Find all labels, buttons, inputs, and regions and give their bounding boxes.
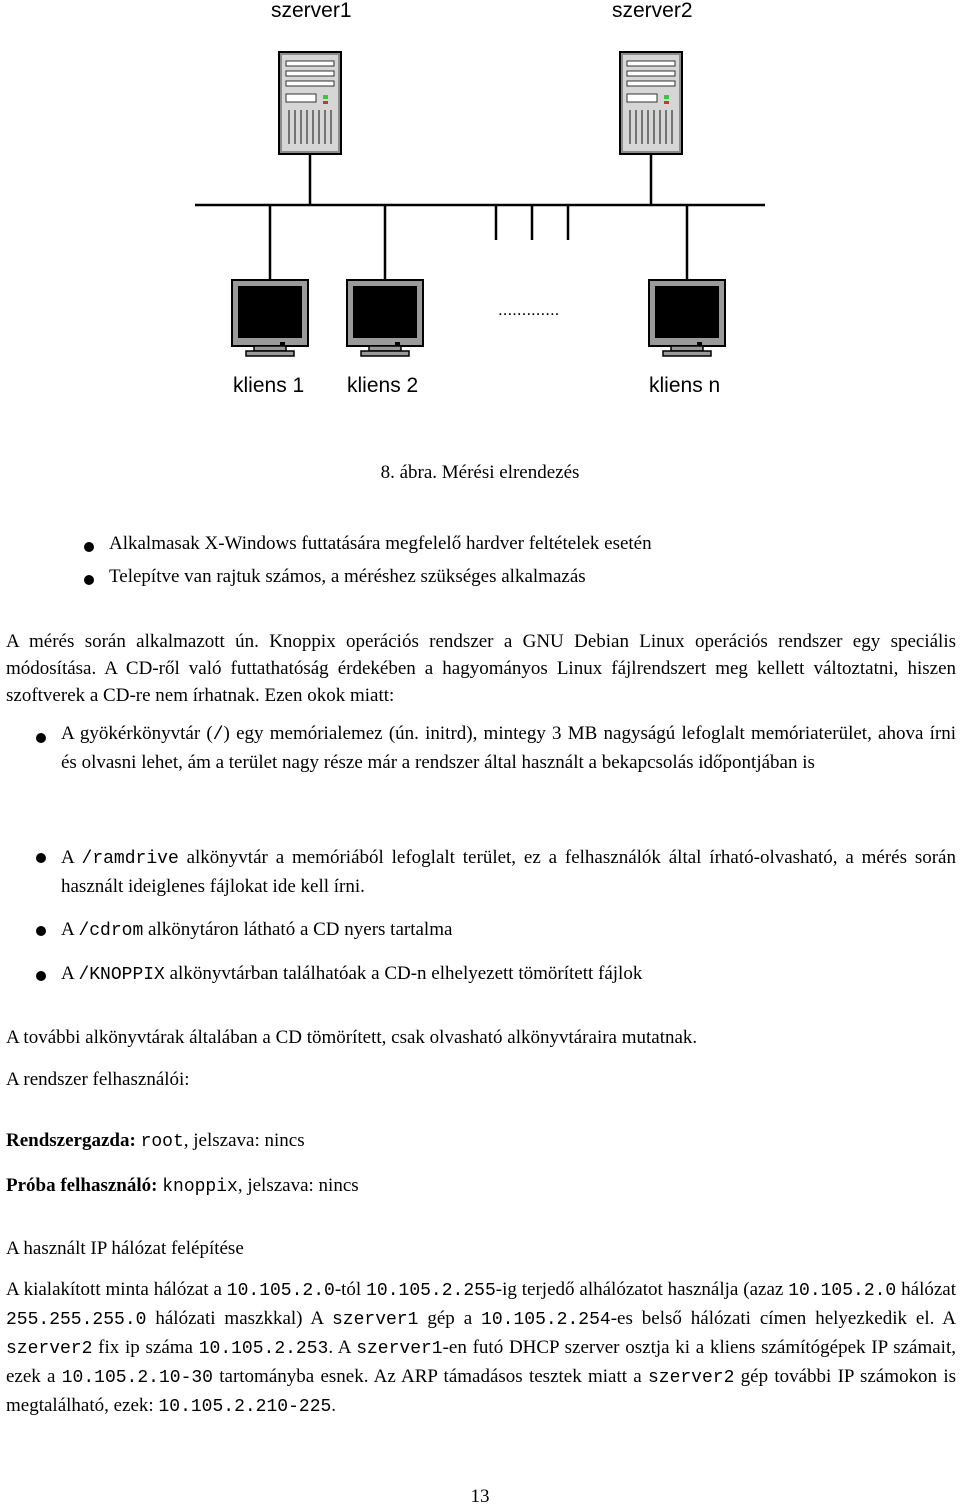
text-span: A: [61, 919, 79, 940]
bullet-dot: [36, 971, 46, 981]
dir-path: /cdrom: [78, 921, 144, 941]
clients-ellipsis: .............: [498, 300, 560, 319]
user-name: root: [140, 1132, 184, 1152]
ip-text: .: [331, 1395, 337, 1416]
bullet-dot: [36, 733, 46, 743]
other-dirs-text: A további alkönyvtárak általában a CD tömörített, csak olvasható alkönyvtáraira mutatnak.: [6, 1027, 698, 1048]
ip-code: 10.105.2.0: [226, 1281, 335, 1301]
ip-text: gép a: [418, 1308, 482, 1329]
intro-paragraph: A mérés során alkalmazott ún. Knoppix operációs rendszer a GNU Debian Linux operációs rendszer egy speciális módosítása. A CD-ről való futtathatóság érdekében a hagyományos Linux fájlrendszert meg kellett változtatni, hiszen szoftverek a CD-re nem írhatnak. Ezen okok miatt:: [6, 631, 956, 706]
ip-text: . A: [328, 1337, 357, 1358]
user-rest: , jelszava: nincs: [183, 1130, 305, 1151]
client-monitor-2: [347, 280, 423, 356]
user-role-label: Rendszergazda:: [6, 1130, 136, 1151]
ip-code: szerver2: [6, 1339, 93, 1359]
ip-code: szerver1: [356, 1339, 443, 1359]
text-span: alkönyvtár a memóriából lefoglalt terület, ez a felhasználók által írható-olvasható, a mérés során használt ideiglenes fájlokat ide kell írni.: [61, 847, 956, 897]
figure-caption: 8. ábra. Mérési elrendezés: [380, 462, 580, 483]
list-item-cdrom: [61, 916, 956, 945]
client-label-2: kliens 2: [347, 374, 419, 397]
ip-heading: A használt IP hálózat felépítése: [6, 1238, 244, 1259]
ip-text: A kialakított minta hálózat a: [6, 1279, 227, 1300]
user-root: [6, 1127, 956, 1156]
list-item-root-dir: [61, 720, 956, 776]
page-number: 13: [470, 1486, 490, 1507]
ip-code: szerver1: [331, 1310, 419, 1330]
list-item-ramdrive: [61, 844, 956, 900]
server-label-1: szerver1: [271, 0, 352, 22]
ip-text: gép további IP számokon is megtalálható, ezek:: [6, 1366, 956, 1416]
network-diagram: [0, 0, 960, 420]
bullet-dot: [84, 575, 94, 585]
list-item: Alkalmasak X-Windows futtatására megfelelő hardver feltételek esetén: [109, 533, 652, 554]
ip-text: hálózat: [896, 1279, 957, 1300]
ip-code: 10.105.2.10-30: [61, 1368, 213, 1388]
ip-text: -tól: [334, 1279, 367, 1300]
dir-path: /: [212, 725, 224, 745]
user-role-label: Próba felhasználó:: [6, 1175, 158, 1196]
server-tower-2: [620, 52, 682, 154]
text-span: alkönytáron látható a CD nyers tartalma: [143, 919, 453, 940]
ip-code: 10.105.2.254: [481, 1310, 611, 1330]
ip-text: -ig terjedő alhálózatot használja (azaz: [495, 1279, 789, 1300]
ip-code: 10.105.2.210-225: [158, 1397, 332, 1417]
dir-path: /KNOPPIX: [78, 965, 165, 985]
ip-text: tartományba esnek. Az ARP támadásos tesztek miatt a: [212, 1366, 648, 1387]
user-rest: , jelszava: nincs: [237, 1175, 359, 1196]
users-heading: A rendszer felhasználói:: [6, 1069, 190, 1090]
ip-code: 10.105.2.253: [198, 1339, 329, 1359]
server-tower-1: [279, 52, 341, 154]
ip-code: 10.105.2.0: [788, 1281, 897, 1301]
client-monitor-n: [649, 280, 725, 356]
text-span: A gyökérkönyvtár (: [61, 723, 213, 744]
ip-text: hálózati maszkkal) A: [146, 1308, 332, 1329]
user-knoppix: [6, 1172, 956, 1201]
text-span: A: [61, 847, 82, 868]
text-span: alkönyvtárban találhatóak a CD-n elhelyezett tömörített fájlok: [164, 963, 643, 984]
bullet-dot: [36, 926, 46, 936]
network-diagram-graphic: [0, 0, 960, 420]
text-span: ) egy memórialemez (ún. initrd), mintegy 3 MB nagyságú lefoglalt memóriaterület, ahova írni és olvasni lehet, ám a terület nagy része már a rendszer által használt a bekapcsolás időpontjában is: [61, 723, 956, 773]
server-label-2: szerver2: [612, 0, 693, 22]
text-span: A: [61, 963, 79, 984]
client-label-n: kliens n: [649, 374, 721, 397]
list-item-knoppix: [61, 960, 956, 989]
dir-path: /ramdrive: [81, 849, 179, 869]
ip-code: szerver2: [647, 1368, 735, 1388]
ip-code: 255.255.255.0: [6, 1310, 147, 1330]
list-item: Telepítve van rajtuk számos, a méréshez szükséges alkalmazás: [109, 566, 586, 587]
client-monitor-1: [232, 280, 308, 356]
user-name: knoppix: [162, 1177, 238, 1197]
ip-text: fix ip száma: [92, 1337, 199, 1358]
client-label-1: kliens 1: [233, 374, 305, 397]
ip-code: 10.105.2.255: [366, 1281, 496, 1301]
bullet-dot: [84, 542, 94, 552]
ip-text: -en futó DHCP szerver osztja ki a kliens számítógépek IP számait, ezek a: [6, 1337, 956, 1387]
ip-paragraph: [6, 1276, 956, 1421]
ip-text: -es belső hálózati címen helyezkedik el. A: [610, 1308, 956, 1329]
bullet-dot: [36, 853, 46, 863]
network-lines: [195, 155, 765, 280]
